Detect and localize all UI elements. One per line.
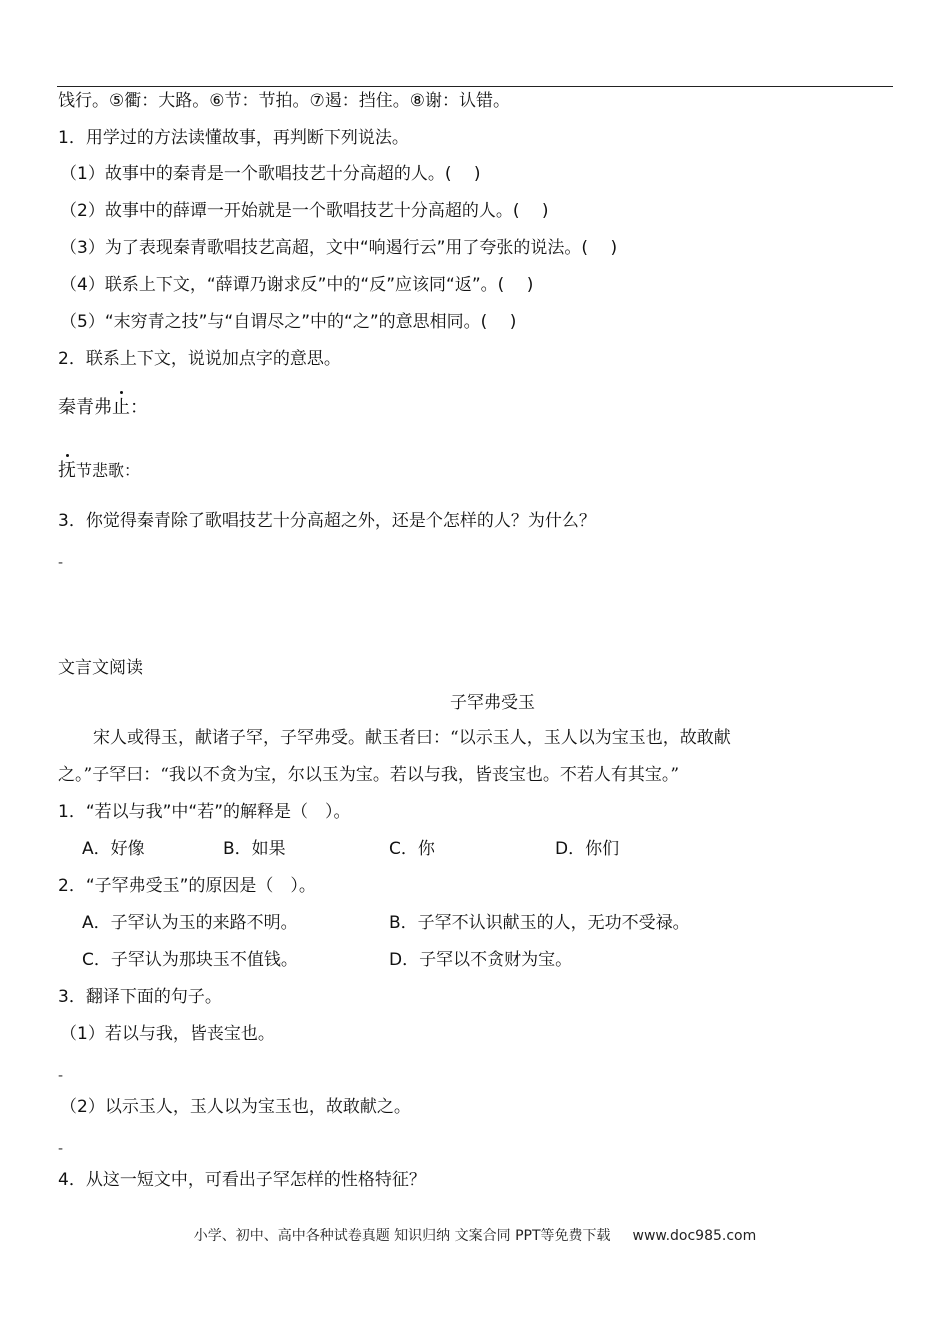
footer-text: 小学、初中、高中各种试卷真题 知识归纳 文案合同 PPT等免费下载 (193, 1228, 611, 1244)
previous-notes-tail: 饯行。⑤衢：大路。⑥节：节拍。⑦遏：挡住。⑧谢：认错。 (58, 91, 510, 111)
question-3: 3．你觉得秦青除了歌唱技艺十分高超之外，还是个怎样的人？为什么？ (58, 511, 596, 531)
dotted-char-1: 止 (112, 397, 130, 419)
footer-url[interactable]: www.doc985.com (632, 1228, 757, 1244)
dotted-word-1 (58, 397, 148, 419)
dotted-char-2: 抚 (58, 460, 76, 482)
passage-line-2: 之。”子罕曰：“我以不贪为宝，尔以玉为宝。若以与我，皆丧宝也。不若人有其宝。” (58, 765, 680, 785)
q2-option-b: B．子罕不认识献玉的人，无功不受禄。 (389, 913, 690, 933)
answer-line-marker: - (58, 1141, 64, 1157)
dotted-word-2 (58, 460, 140, 482)
question-2: 2．联系上下文，说说加点字的意思。 (58, 349, 341, 369)
q1-option-b: B．如果 (223, 839, 286, 859)
section-heading: 文言文阅读 (58, 658, 143, 678)
reading-question-3: 3．翻译下面的句子。 (58, 987, 222, 1007)
reading-question-1: 1．“若以与我”中“若”的解释是（ ）。 (58, 802, 351, 822)
q2-option-d: D．子罕以不贪财为宝。 (389, 950, 573, 970)
translate-item-2: （2）以示玉人，玉人以为宝玉也，故敢献之。 (60, 1097, 411, 1117)
answer-line-marker: - (58, 1068, 64, 1084)
emphasis-dot (120, 391, 123, 394)
q2-option-c: C．子罕认为那块玉不值钱。 (82, 950, 298, 970)
passage-line-1: 宋人或得玉，献诸子罕，子罕弗受。献玉者曰：“以示玉人，玉人以为宝玉也，故敢献 (93, 728, 731, 748)
judgement-item-2: （2）故事中的薛谭一开始就是一个歌唱技艺十分高超的人。( ) (60, 201, 549, 221)
answer-line-marker: - (58, 555, 64, 571)
question-1: 1．用学过的方法读懂故事，再判断下列说法。 (58, 128, 409, 148)
judgement-item-4: （4）联系上下文，“薛谭乃谢求反”中的“反”应该同“返”。( ) (60, 275, 534, 295)
word-1-suffix: ： (130, 397, 148, 418)
translate-item-1: （1）若以与我，皆丧宝也。 (60, 1024, 275, 1044)
reading-question-2: 2．“子罕弗受玉”的原因是（ ）。 (58, 876, 316, 896)
q2-option-a: A．子罕认为玉的来路不明。 (82, 913, 298, 933)
judgement-item-1: （1）故事中的秦青是一个歌唱技艺十分高超的人。( ) (60, 164, 481, 184)
q1-option-d: D．你们 (555, 839, 620, 859)
passage-title: 子罕弗受玉 (450, 693, 535, 713)
word-2-suffix: 节悲歌： (76, 461, 141, 480)
reading-question-4: 4．从这一短文中，可看出子罕怎样的性格特征？ (58, 1170, 426, 1190)
judgement-item-5: （5）“末穷青之技”与“自谓尽之”中的“之”的意思相同。( ) (60, 312, 517, 332)
word-1-prefix: 秦青弗 (58, 397, 112, 418)
judgement-item-3: （3）为了表现秦青歌唱技艺高超，文中“响遏行云”用了夸张的说法。( ) (60, 238, 618, 258)
q1-option-a: A．好像 (82, 839, 145, 859)
page-footer (0, 1226, 950, 1246)
header-rule (57, 86, 893, 87)
q1-option-c: C．你 (389, 839, 435, 859)
emphasis-dot (66, 454, 69, 457)
